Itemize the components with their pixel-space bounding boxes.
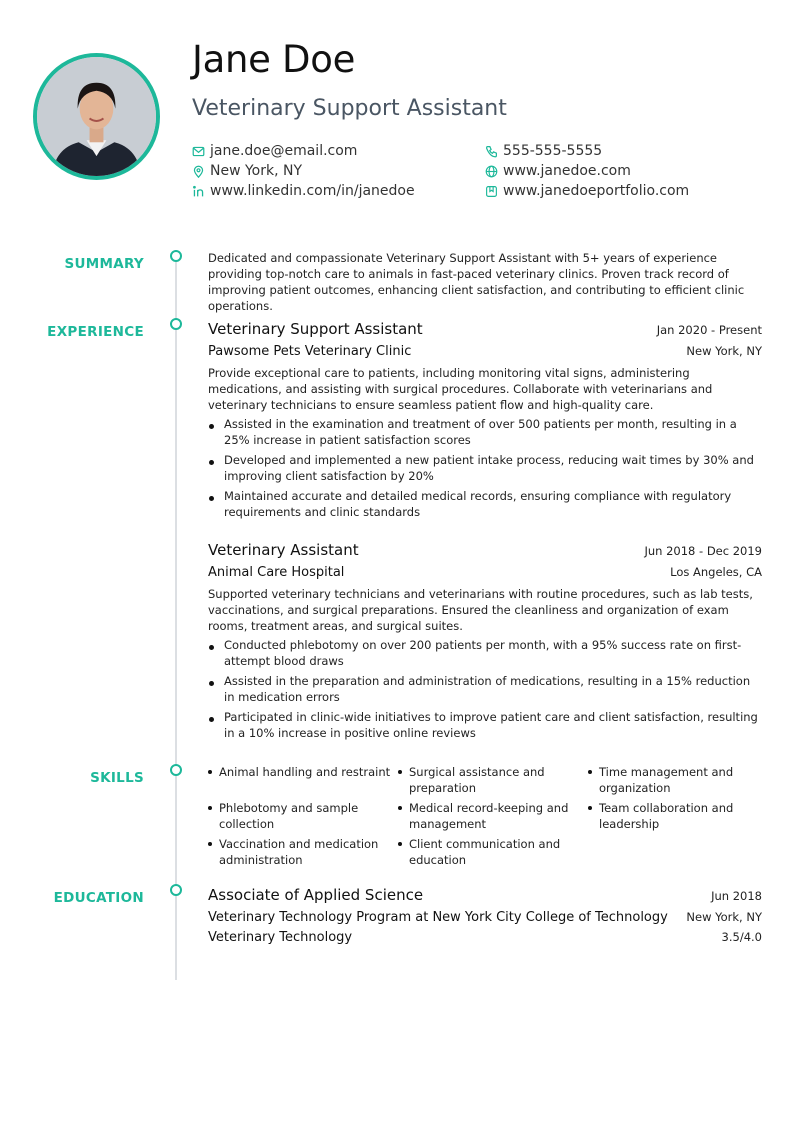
- list-item: Conducted phlebotomy on over 200 patients per month, with a 95% success rate on first-attempt blood draws: [208, 637, 762, 669]
- portfolio-text: www.janedoeportfolio.com: [503, 183, 690, 199]
- degree: Associate of Applied Science: [208, 886, 424, 904]
- job-dates: Jan 2020 - Present: [656, 323, 762, 337]
- job-title: Veterinary Support Assistant: [192, 96, 507, 121]
- job-achievements: [208, 416, 762, 520]
- summary-heading: SUMMARY: [64, 256, 144, 272]
- contact-phone[interactable]: [485, 142, 752, 160]
- linkedin-icon: [192, 185, 205, 198]
- job-org-row: [208, 565, 762, 580]
- job-achievements: [208, 637, 762, 741]
- contact-portfolio[interactable]: [485, 182, 752, 200]
- job-role: Veterinary Assistant: [208, 541, 359, 559]
- skills-list: [208, 764, 762, 868]
- education-timeline-dot: [170, 884, 182, 896]
- job-dates: Jun 2018 - Dec 2019: [644, 544, 762, 558]
- graduation-date: Jun 2018: [711, 889, 762, 903]
- skill-item: Medical record-keeping and management: [398, 800, 588, 832]
- skill-item: Surgical assistance and preparation: [398, 764, 588, 796]
- list-item: Developed and implemented a new patient intake process, reducing wait times by 30% and improving client satisfaction by 20%: [208, 452, 762, 484]
- email-text: jane.doe@email.com: [210, 143, 358, 159]
- skill-item: Animal handling and restraint: [208, 764, 398, 796]
- job-header: [208, 320, 762, 338]
- skill-item: Time management and organization: [588, 764, 762, 796]
- contact-linkedin[interactable]: [192, 182, 485, 200]
- phone-text: 555-555-5555: [503, 143, 603, 159]
- linkedin-text: www.linkedin.com/in/janedoe: [210, 183, 415, 199]
- profile-photo: [33, 53, 160, 180]
- field-of-study: Veterinary Technology: [208, 930, 353, 945]
- job-location: New York, NY: [686, 344, 762, 358]
- mail-icon: [192, 145, 205, 158]
- education-heading: EDUCATION: [53, 890, 144, 906]
- globe-icon: [485, 165, 498, 178]
- job-role: Veterinary Support Assistant: [208, 320, 423, 338]
- job-org-row: [208, 344, 762, 359]
- summary-text: Dedicated and compassionate Veterinary Support Assistant with 5+ years of experience providing top-notch care to animals in fast-paced veterinary clinics. Proven track record of improving patient outcomes, enhancing client satisfaction, and contributing to efficient clinic operations.: [208, 251, 745, 313]
- location-pin-icon: [192, 165, 205, 178]
- experience-job-2: [208, 541, 762, 745]
- portfolio-icon: [485, 185, 498, 198]
- skill-item: Phlebotomy and sample collection: [208, 800, 398, 832]
- skills-heading: SKILLS: [90, 770, 144, 786]
- job-description: Provide exceptional care to patients, including monitoring vital signs, administering medications, and assisting with surgical procedures. Collaborate with veterinarians and veterinary technicians to ensure seamless patient flow and high-quality care.: [208, 366, 713, 412]
- location-text: New York, NY: [210, 163, 303, 179]
- school-name: Veterinary Technology Program at New York City College of Technology: [208, 910, 668, 925]
- education-header: [208, 886, 762, 904]
- school-location: New York, NY: [686, 910, 762, 924]
- field-row: [208, 930, 762, 945]
- contact-location: [192, 162, 485, 180]
- summary-timeline-dot: [170, 250, 182, 262]
- list-item: Participated in clinic-wide initiatives to improve patient care and client satisfaction, resulting in a 10% increase in positive online reviews: [208, 709, 762, 741]
- candidate-name: Jane Doe: [192, 38, 356, 81]
- contact-website[interactable]: [485, 162, 752, 180]
- avatar-portrait: [37, 57, 156, 176]
- timeline-line: [175, 258, 177, 980]
- contact-info: [192, 142, 752, 200]
- experience-job-1: [208, 320, 762, 524]
- skill-item: Client communication and education: [398, 836, 588, 868]
- experience-heading: EXPERIENCE: [47, 324, 144, 340]
- school-row: [208, 910, 762, 925]
- summary-section: [208, 250, 762, 314]
- skill-item: Team collaboration and leadership: [588, 800, 762, 832]
- job-description: Supported veterinary technicians and veterinarians with routine procedures, such as lab tests, vaccinations, and surgical preparations. Ensured the cleanliness and organization of exam rooms, treatment areas, and surgical suites.: [208, 587, 753, 633]
- list-item: Assisted in the preparation and administration of medications, resulting in a 15% reduction in medication errors: [208, 673, 762, 705]
- phone-icon: [485, 145, 498, 158]
- website-text: www.janedoe.com: [503, 163, 631, 179]
- experience-timeline-dot: [170, 318, 182, 330]
- contact-email[interactable]: [192, 142, 485, 160]
- skill-item: Vaccination and medication administration: [208, 836, 398, 868]
- skills-timeline-dot: [170, 764, 182, 776]
- education-section: [208, 886, 762, 945]
- job-organization: Animal Care Hospital: [208, 565, 345, 580]
- job-location: Los Angeles, CA: [670, 565, 762, 579]
- job-organization: Pawsome Pets Veterinary Clinic: [208, 344, 412, 359]
- list-item: Maintained accurate and detailed medical records, ensuring compliance with regulatory requirements and clinic standards: [208, 488, 762, 520]
- job-header: [208, 541, 762, 559]
- list-item: Assisted in the examination and treatment of over 500 patients per month, resulting in a 25% increase in patient satisfaction scores: [208, 416, 762, 448]
- gpa: 3.5/4.0: [721, 930, 762, 944]
